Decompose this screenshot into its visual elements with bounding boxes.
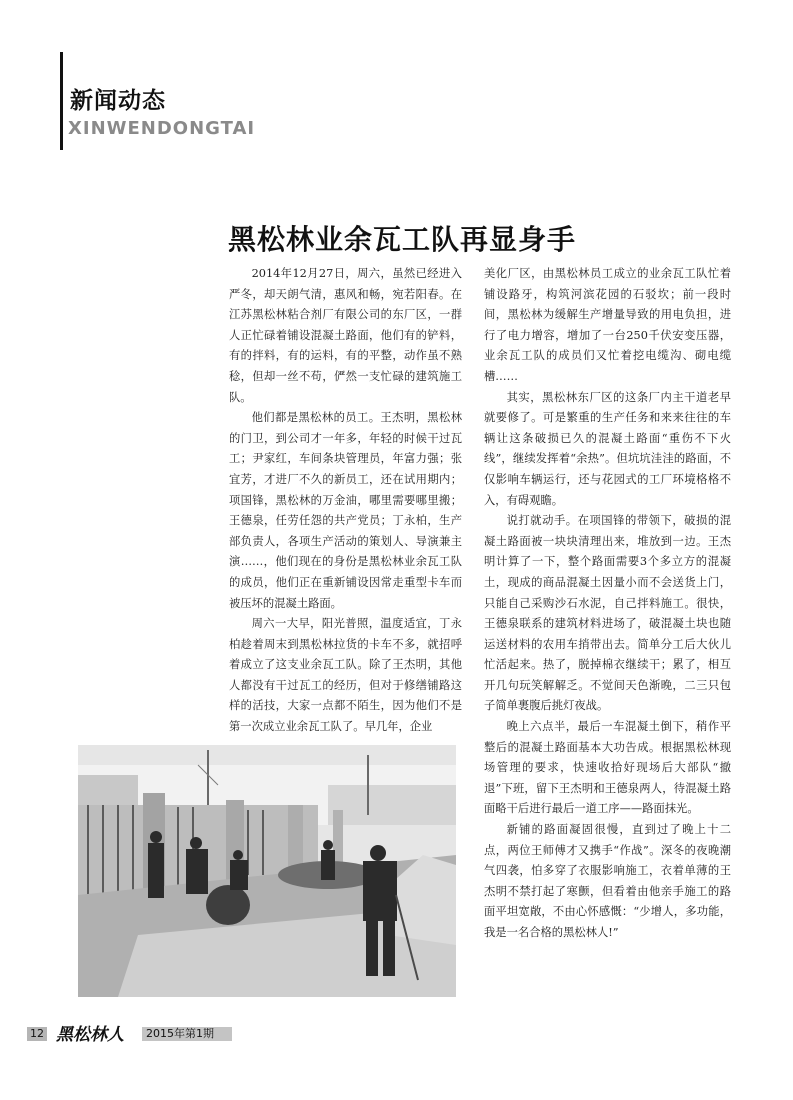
paragraph: 2014年12月27日，周六，虽然已经进入严冬，却天朗气清，惠风和畅，宛若阳春。在江苏黑松林粘合剂厂有限公司的东厂区，一群人正忙碌着铺设混凝土路面，他们有的铲料，有的拌料，有的运料，有的平整，动作虽不熟稔，但却一丝不苟，俨然一支忙碌的建筑施工队。 <box>229 267 462 404</box>
page-number: 12 <box>27 1027 47 1041</box>
article-column-right <box>484 264 731 944</box>
article-column-left <box>229 264 462 738</box>
photo-workers-paving-road <box>78 745 456 997</box>
magazine-logo: 黑松林人 <box>56 1025 124 1045</box>
section-title: 新闻动态 <box>70 88 166 114</box>
paragraph: 他们都是黑松林的员工。王杰明，黑松林的门卫，到公司才一年多，年轻的时候干过瓦工；尹家红，车间条块管理员，年富力强；张宜芳，才进厂不久的新员工，还在试用期内；项国锋，黑松林的万金油，哪里需要哪里搬；王德泉，任劳任怨的共产党员；丁永柏，生产部负责人，各项生产活动的策划人、导演兼主演……，他们现在的身份是黑松林业余瓦工队的成员，他们正在重新铺设因常走重型卡车而被压坏的混凝土路面。 <box>229 411 462 610</box>
paragraph: 其实，黑松林东厂区的这条厂内主干道老早就要修了。可是繁重的生产任务和来来往往的车辆让这条破损已久的混凝土路面“重伤不下火线”，继续发挥着“余热”。但坑坑洼洼的路面，不仅影响车辆运行，还与花园式的工厂环境格格不入，有碍观瞻。 <box>484 390 731 507</box>
issue-label: 2015年第1期 <box>142 1027 232 1041</box>
paragraph-continued: 美化厂区，由黑松林员工成立的业余瓦工队忙着铺设路牙，构筑河滨花园的石驳坎；前一段时间，黑松林为缓解生产增量导致的用电负担，进行了电力增容，增加了一台250千伏安变压器，业余瓦工队的成员们又忙着挖电缆沟、砌电缆槽…… <box>484 267 731 383</box>
article-photo <box>78 745 456 997</box>
paragraph: 晚上六点半，最后一车混凝土倒下，稍作平整后的混凝土路面基本大功告成。根据黑松林现场管理的要求，快速收拾好现场后大部队“撤退”下班，留下王杰明和王德泉两人，待混凝土路面略干后进行最后一道工序——路面抹光。 <box>484 720 731 816</box>
section-subtitle: XINWENDONGTAI <box>68 118 256 139</box>
section-rule <box>60 52 63 150</box>
paragraph: 新铺的路面凝固很慢，直到过了晚上十二点，两位王师傅才又携手“作战”。深冬的夜晚潮气四袭，怕多穿了衣服影响施工，衣着单薄的王杰明不禁打起了寒颤，但看着由他亲手施工的路面平坦宽敞，不由心怀感慨：“少增人，多功能，我是一名合格的黑松林人!” <box>484 823 731 939</box>
article-title: 黑松林业余瓦工队再显身手 <box>228 223 577 256</box>
paragraph: 说打就动手。在项国锋的带领下，破损的混凝土路面被一块块清理出来，堆放到一边。王杰明计算了一下，整个路面需要3个多立方的混凝土，现成的商品混凝土因量小而不会送货上门，只能自己采购沙石水泥，自己拌料施工。很快，王德泉联系的建筑材料进场了，破混凝土块也随运送材料的农用车捎带出去。简单分工后大伙儿忙活起来。热了，脱掉棉衣继续干；累了，相互开几句玩笑解解乏。不觉间天色渐晚，二三只包子简单裹腹后挑灯夜战。 <box>484 514 731 713</box>
paragraph: 周六一大早，阳光普照，温度适宜，丁永柏趁着周末到黑松林拉货的卡车不多，就招呼着成立了这支业余瓦工队。除了王杰明，其他人都没有干过瓦工的经历，但对于修缮铺路这样的活技，大家一点都不陌生，因为他们不是第一次成立业余瓦工队了。早几年，企业 <box>229 617 462 734</box>
